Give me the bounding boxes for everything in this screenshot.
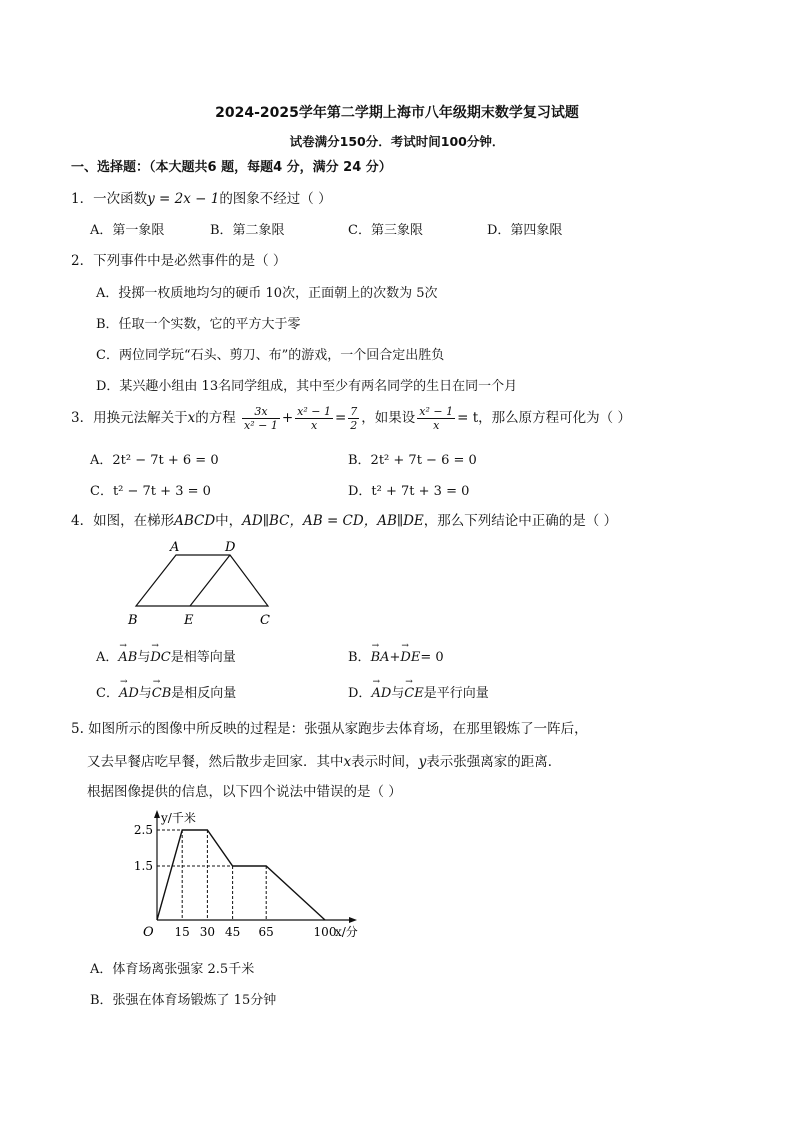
q1-option-d: D．第四象限 xyxy=(487,223,563,238)
vertex-label-c: C xyxy=(260,613,270,628)
vertex-label-d: D xyxy=(225,540,236,555)
trapezoid-figure xyxy=(120,536,280,628)
q1-stem-suffix: 的图象不经过（ ） xyxy=(219,191,332,207)
q3-equals: = xyxy=(334,410,347,426)
q5-line2-a: 又去早餐店吃早餐，然后散步走回家．其中 xyxy=(87,754,344,770)
q4-stem-end: ，那么下列结论中正确的是（ ） xyxy=(423,513,618,529)
q4-option-b-label: B． xyxy=(348,650,371,665)
q3-option-c: C．t² − 7t + 3 = 0 xyxy=(90,484,211,499)
q2-option-d: D．某兴趣小组由 13名同学组成，其中至少有两名同学的生日在同一个月 xyxy=(96,379,518,394)
vector-de: → DE xyxy=(400,650,420,665)
q3-f3-numerator: 7 xyxy=(350,405,358,418)
vertex-label-e: E xyxy=(184,613,194,628)
q3-option-a: A．2t² − 7t + 6 = 0 xyxy=(90,453,219,468)
vector-ad: → AD xyxy=(119,686,139,701)
segment-de xyxy=(190,555,230,606)
q2-option-a: A．投掷一枚质地均匀的硬币 10次，正面朝上的次数为 5次 xyxy=(96,286,438,301)
question-5-line-1: 5. 如图所示的图像中所反映的过程是：张强从家跑步去体育场，在那里锻炼了一阵后， xyxy=(71,721,588,737)
q4-option-d-label: D． xyxy=(348,686,372,701)
q4-a-mid: 与 xyxy=(137,650,151,665)
q2-option-c: C．两位同学玩“石头、剪刀、布”的游戏，一个回合定出胜负 xyxy=(96,348,445,363)
q4-conditions: AD∥BC，AB = CD，AB∥DE xyxy=(242,513,424,529)
q1-equation: y = 2x − 1 xyxy=(147,191,220,207)
q3-fraction-4 xyxy=(417,405,455,432)
distance-time-chart xyxy=(125,804,375,952)
q5-line2-c: 表示张强离家的距离． xyxy=(426,754,562,770)
q4-b-mid: + xyxy=(389,650,401,665)
question-4-stem xyxy=(71,509,617,529)
q3-f4-numerator: x² − 1 xyxy=(419,405,454,418)
q4-option-a xyxy=(96,646,236,665)
y-tick-label-1: 1.5 xyxy=(133,859,153,873)
question-2-stem: 2．下列事件中是必然事件的是（ ） xyxy=(71,253,287,269)
question-5-line-3: 根据图像提供的信息，以下四个说法中错误的是（ ） xyxy=(87,784,402,800)
q3-option-d: D．t² + 7t + 3 = 0 xyxy=(348,484,470,499)
question-3-stem xyxy=(71,404,631,432)
q1-stem-prefix: 1．一次函数 xyxy=(71,191,148,207)
q3-stem-prefix: 3．用换元法解关于 xyxy=(71,410,188,426)
trapezoid-abcd xyxy=(136,555,268,606)
q3-f3-denominator: 2 xyxy=(350,419,358,432)
q3-option-b: B．2t² + 7t − 6 = 0 xyxy=(348,453,477,468)
q3-variable: x xyxy=(187,410,196,426)
vector-ab: → AB xyxy=(118,650,137,665)
y-axis-arrow xyxy=(154,810,160,818)
x-tick-label-0: 15 xyxy=(174,925,190,939)
q4-stem-prefix: 4．如图，在梯形 xyxy=(71,513,175,529)
q4-stem-mid: 中， xyxy=(215,513,243,529)
page-title: 2024-2025学年第二学期上海市八年级期末数学复习试题 xyxy=(215,105,579,121)
q4-d-end: 是平行向量 xyxy=(423,686,489,701)
q3-f1-denominator: x² − 1 xyxy=(244,419,278,432)
q4-option-c-label: C． xyxy=(96,686,119,701)
q2-option-b: B．任取一个实数，它的平方大于零 xyxy=(96,317,301,332)
q4-a-end: 是相等向量 xyxy=(170,650,236,665)
q3-f2-numerator: x² − 1 xyxy=(297,405,331,418)
q5-var-y: y xyxy=(418,754,427,770)
section-heading: 一、选择题：（本大题共6 题，每题4 分，满分 24 分） xyxy=(71,160,392,175)
q4-c-end: 是相反向量 xyxy=(171,686,237,701)
q1-option-c: C．第三象限 xyxy=(348,223,423,238)
x-tick-label-3: 65 xyxy=(258,925,274,939)
q3-plus: + xyxy=(281,410,294,426)
vector-ad-2: → AD xyxy=(371,686,391,701)
q3-fraction-2 xyxy=(295,405,333,432)
x-tick-label-4: 100 xyxy=(313,925,337,939)
origin-label: O xyxy=(143,925,154,940)
q3-f4-denominator: x xyxy=(433,419,440,432)
q3-stem-mid: 的方程 xyxy=(195,410,236,426)
q5-var-x: x xyxy=(343,754,352,770)
q4-d-mid: 与 xyxy=(391,686,405,701)
q4-b-end: = 0 xyxy=(420,650,444,665)
q3-stem-if: ，如果设 xyxy=(361,410,416,426)
q1-option-a: A．第一象限 xyxy=(90,223,165,238)
vector-ce: → CE xyxy=(404,686,423,701)
q3-f2-denominator: x xyxy=(310,419,318,432)
question-5-line-2 xyxy=(87,750,561,770)
q5-option-a: A．体育场离张强家 2.5千米 xyxy=(90,962,255,977)
q1-option-b: B．第二象限 xyxy=(210,223,285,238)
x-tick-label-1: 30 xyxy=(199,925,216,939)
x-tick-label-2: 45 xyxy=(224,925,241,939)
q4-trapezoid-name: ABCD xyxy=(174,513,216,529)
q5-option-b: B．张强在体育场锻炼了 15分钟 xyxy=(90,993,277,1008)
vertex-label-a: A xyxy=(170,540,180,555)
q5-line2-b: 表示时间， xyxy=(351,754,419,770)
y-axis-label: y/千米 xyxy=(161,811,196,825)
q3-fraction-3 xyxy=(348,405,359,432)
q3-f1-numerator: 3x xyxy=(242,405,280,419)
x-axis-arrow xyxy=(349,917,357,923)
q4-option-d xyxy=(348,682,489,701)
q3-fraction-1 xyxy=(242,405,280,432)
vector-cb: → CB xyxy=(152,686,172,701)
q4-option-b xyxy=(348,646,444,665)
page-subtitle: 试卷满分150分．考试时间100分钟． xyxy=(289,134,505,149)
vector-dc: → DC xyxy=(150,650,170,665)
q4-option-a-label: A． xyxy=(96,650,119,665)
q3-stem-end: = t，那么原方程可化为（ ） xyxy=(457,410,631,426)
question-1-stem xyxy=(71,187,332,207)
q4-option-c xyxy=(96,682,236,701)
x-axis-label: x/分 xyxy=(335,925,358,939)
vector-ba: → BA xyxy=(371,650,390,665)
y-tick-label-0: 2.5 xyxy=(133,823,153,837)
q4-c-mid: 与 xyxy=(138,686,152,701)
vertex-label-b: B xyxy=(128,613,138,628)
